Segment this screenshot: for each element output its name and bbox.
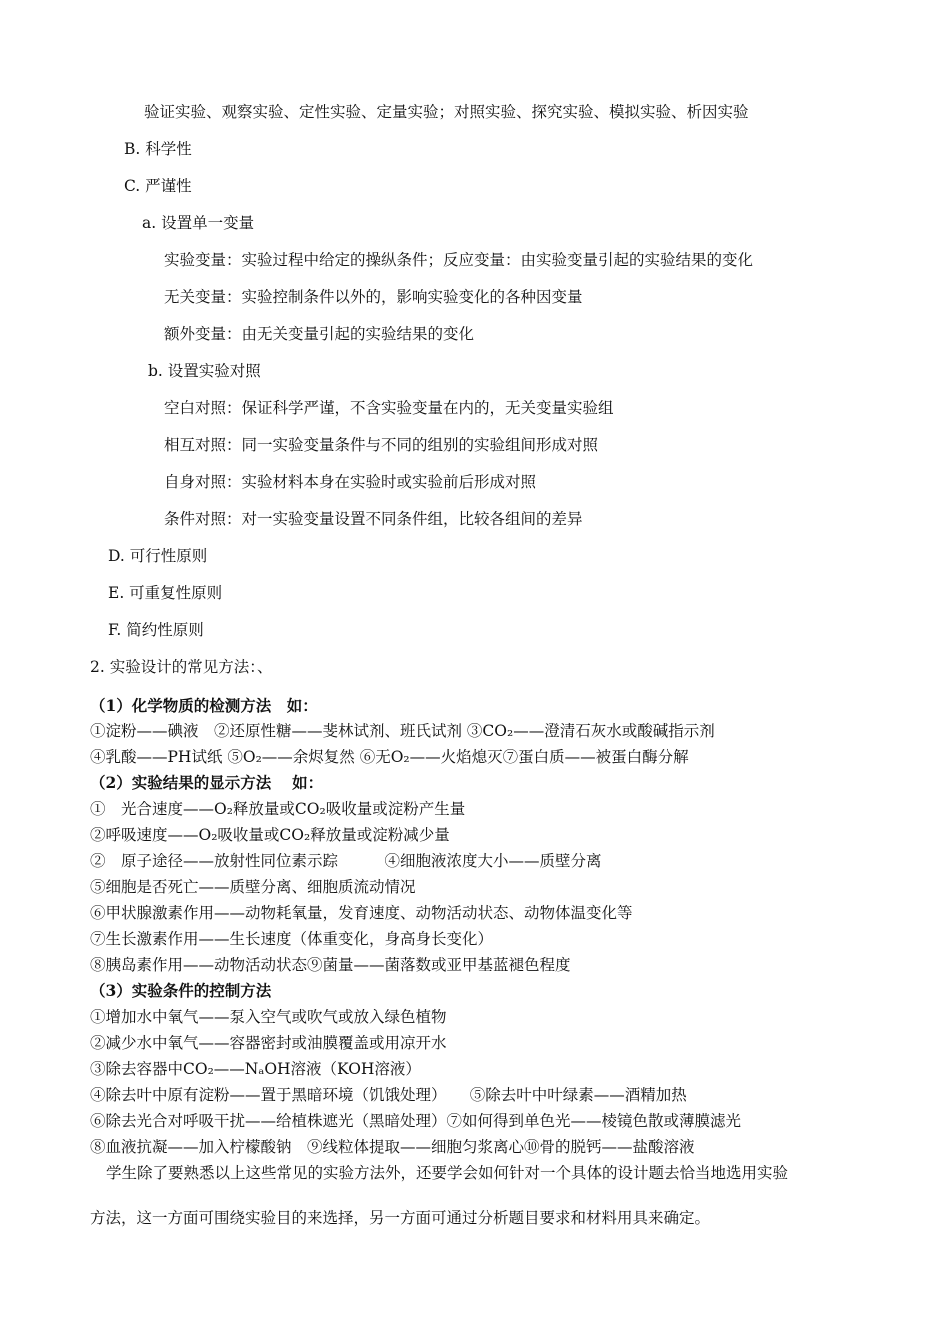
intro-line: 验证实验、观察实验、定性实验、定量实验；对照实验、探究实验、模拟实验、析因实验 xyxy=(144,103,749,121)
section-2-title: 2. 实验设计的常见方法：、 xyxy=(90,658,273,676)
sub-b-title: b. 设置实验对照 xyxy=(148,362,261,380)
group-3-line: ⑧血液抗凝——加入柠檬酸钠 ⑨线粒体提取——细胞匀浆离心⑩骨的脱钙——盐酸溶液 xyxy=(90,1138,695,1156)
group-3-line: ③除去容器中CO₂——NₐOH溶液（KOH溶液） xyxy=(90,1060,421,1078)
principle-f: F. 简约性原则 xyxy=(108,621,204,639)
group-1-line: ①淀粉——碘液 ②还原性糖——斐林试剂、班氏试剂 ③CO₂——澄清石灰水或酸碱指示剂 xyxy=(90,722,715,740)
sub-b-item: 条件对照：对一实验变量设置不同条件组，比较各组间的差异 xyxy=(164,510,583,528)
group-2-line: ② 原子途径——放射性同位素示踪 ④细胞液浓度大小——质壁分离 xyxy=(90,852,602,870)
group-2-line: ⑧胰岛素作用——动物活动状态⑨菌量——菌落数或亚甲基蓝褪色程度 xyxy=(90,956,571,974)
group-3-line: ②减少水中氧气——容器密封或油膜覆盖或用凉开水 xyxy=(90,1034,447,1052)
sub-b-item: 空白对照：保证科学严谨，不含实验变量在内的，无关变量实验组 xyxy=(164,399,614,417)
group-3-line: ④除去叶中原有淀粉——置于黑暗环境（饥饿处理） ⑤除去叶中叶绿素——酒精加热 xyxy=(90,1086,687,1104)
group-1-line: ④乳酸——PH试纸 ⑤O₂——余烬复然 ⑥无O₂——火焰熄灭⑦蛋白质——被蛋白酶分解 xyxy=(90,748,689,766)
group-2-line: ⑦生长激素作用——生长速度（体重变化，身高身长变化） xyxy=(90,930,494,948)
principle-c: C. 严谨性 xyxy=(124,177,192,195)
group-3-line: ①增加水中氧气——泵入空气或吹气或放入绿色植物 xyxy=(90,1008,447,1026)
closing-line-2: 方法，这一方面可围绕实验目的来选择，另一方面可通过分析题目要求和材料用具来确定。 xyxy=(90,1209,711,1227)
principle-d: D. 可行性原则 xyxy=(108,547,208,565)
group-1-title: （1）化学物质的检测方法 如： xyxy=(90,696,318,715)
sub-b-item: 相互对照：同一实验变量条件与不同的组别的实验组间形成对照 xyxy=(164,436,599,454)
closing-line-1: 学生除了要熟悉以上这些常见的实验方法外，还要学会如何针对一个具体的设计题去恰当地选用实验 xyxy=(106,1164,789,1182)
group-2-line: ① 光合速度——O₂释放量或CO₂吸收量或淀粉产生量 xyxy=(90,800,466,818)
principle-e: E. 可重复性原则 xyxy=(108,584,223,602)
principle-b: B. 科学性 xyxy=(124,140,192,158)
sub-a-title: a. 设置单一变量 xyxy=(142,214,255,232)
group-2-line: ⑥甲状腺激素作用——动物耗氧量，发育速度、动物活动状态、动物体温变化等 xyxy=(90,904,633,922)
group-2-line: ⑤细胞是否死亡——质壁分离、细胞质流动情况 xyxy=(90,878,416,896)
sub-a-item: 无关变量：实验控制条件以外的，影响实验变化的各种因变量 xyxy=(164,288,583,306)
group-3-line: ⑥除去光合对呼吸干扰——给植株遮光（黑暗处理）⑦如何得到单色光——棱镜色散或薄膜滤光 xyxy=(90,1112,742,1130)
sub-b-item: 自身对照：实验材料本身在实验时或实验前后形成对照 xyxy=(164,473,537,491)
sub-a-item: 实验变量：实验过程中给定的操纵条件；反应变量：由实验变量引起的实验结果的变化 xyxy=(164,251,754,269)
sub-a-item: 额外变量：由无关变量引起的实验结果的变化 xyxy=(164,325,475,343)
group-2-title: （2）实验结果的显示方法 如： xyxy=(90,773,324,792)
group-3-title: （3）实验条件的控制方法 xyxy=(90,981,272,1000)
group-2-line: ②呼吸速度——O₂吸收量或CO₂释放量或淀粉减少量 xyxy=(90,826,450,844)
